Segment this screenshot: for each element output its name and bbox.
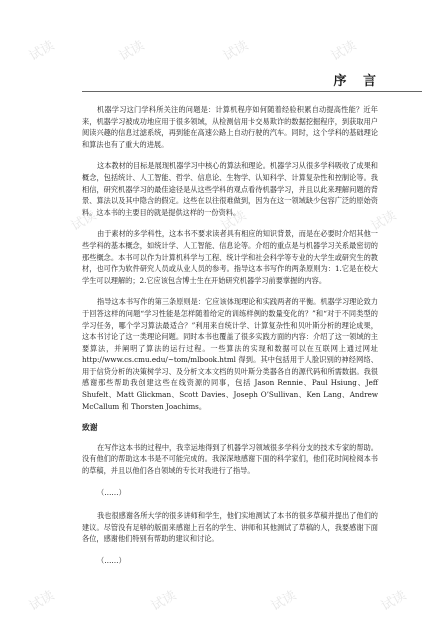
paragraph: 机器学习这门学科所关注的问题是：计算机程序如何随着经验积累自动提高性能？近年来，机器学习被成功地应用于很多领域，从检测信用卡交易欺诈的数据挖掘程序，到获取用户阅读兴趣的信息过滤系统，再到能在高速公路上自动行驶的汽车。同时，这个学科的基础理论和算法也有了重大的进展。 bbox=[82, 105, 378, 149]
paragraph: 指导这本书写作的第三条原则是：它应该体现理论和实践两者的平衡。机器学习理论致力于回答这样的问题“学习性能是怎样随着给定的训练样例的数量变化的？”和“对于不同类型的学习任务，哪个学习算法最适合？”利用来自统计学、计算复杂性和贝叶斯分析的理论成果，这本书讨论了这一类理论问题。同时本书也覆盖了很多实践方面的内容：介绍了这一领域的主要算法，并阐明了算法的运行过程。一些算法的实现和数据可以在互联网上通过网址 http://www.cs.cmu.edu/~tom/mlbook.html 得到。其中包括用于人脸识别的神经网络、用于信贷分析的决策树学习、及分析文本文档的贝叶斯分类器各自的源代码和所需数据。我很感谢那些帮助我创建这些在线资源的同事，包括 Jason Rennie、Paul Hsiung、Jeff Shufelt、Matt Glickman、Scott Davies、Joseph O’Sullivan、Ken Lang、Andrew McCallum 和 Thorsten Joachims。 bbox=[82, 297, 378, 411]
watermark: 试读 bbox=[368, 208, 400, 235]
paragraph: 由于素材的多学科性，这本书不要求读者具有相应的知识背景，而是在必要时介绍其他一些学科的基本概念，如统计学、人工智能、信息论等。介绍的重点是与机器学习关系最密切的那些概念。本书可以作为计算机科学与工程、统计学和社会科学等专业的大学生或研究生的教材，也可作为软件研究人员或从业人员的参考。指导这本书写作的两条原则为：1.它是在校大学生可以理解的；2.它应该包含博士生在开始研究机器学习前要掌握的内容。 bbox=[82, 229, 378, 285]
acknowledgements-heading: 致谢 bbox=[82, 423, 98, 433]
watermark: 试读 bbox=[378, 588, 410, 615]
watermark: 试读 bbox=[268, 588, 300, 615]
watermark: 试读 bbox=[26, 38, 58, 65]
watermark: 试读 bbox=[218, 208, 250, 235]
page-title: 序 言 bbox=[333, 74, 382, 89]
watermark: 试读 bbox=[148, 588, 180, 615]
watermark: 试读 bbox=[220, 38, 252, 65]
watermark: 试读 bbox=[26, 588, 58, 615]
watermark: 试读 bbox=[328, 38, 360, 65]
header-rule bbox=[82, 91, 422, 92]
watermark: 试读 bbox=[116, 38, 148, 65]
paragraph: 我也很感谢各所大学的很多讲师和学生，他们实地测试了本书的很多草稿并提出了他们的建议。尽管没有足够的版面来感谢上百名的学生、讲师和其他测试了草稿的人，我要感谢下面各位，感谢他们特别有帮助的建议和讨论。 bbox=[82, 511, 378, 544]
paragraph: 这本教材的目标是展现机器学习中核心的算法和理论。机器学习从很多学科吸收了成果和概念，包括统计、人工智能、哲学、信息论、生物学、认知科学、计算复杂性和控制论等。我相信，研究机器学习的最佳途径是从这些学科的观点看待机器学习，并且以此来理解问题的背景、算法以及其中隐含的假定。这些在以往很难做到，因为在这一领域缺少包容广泛的原始资料。这本书的主要目的就是提供这样的一份资料。 bbox=[82, 161, 378, 217]
watermark: 试读 bbox=[68, 208, 100, 235]
preface-body bbox=[82, 104, 378, 579]
ellipsis: （……） bbox=[97, 487, 126, 497]
paragraph: 在写作这本书的过程中，我幸运地得到了机器学习领域很多学科分支的技术专家的帮助。没有他们的帮助这本书是不可能完成的。我深深地感谢下面的科学家们，他们花时间检阅本书的草稿，并且以他们各自领域的专长对我进行了指导。 bbox=[82, 442, 378, 476]
ellipsis: （……） bbox=[97, 556, 126, 565]
